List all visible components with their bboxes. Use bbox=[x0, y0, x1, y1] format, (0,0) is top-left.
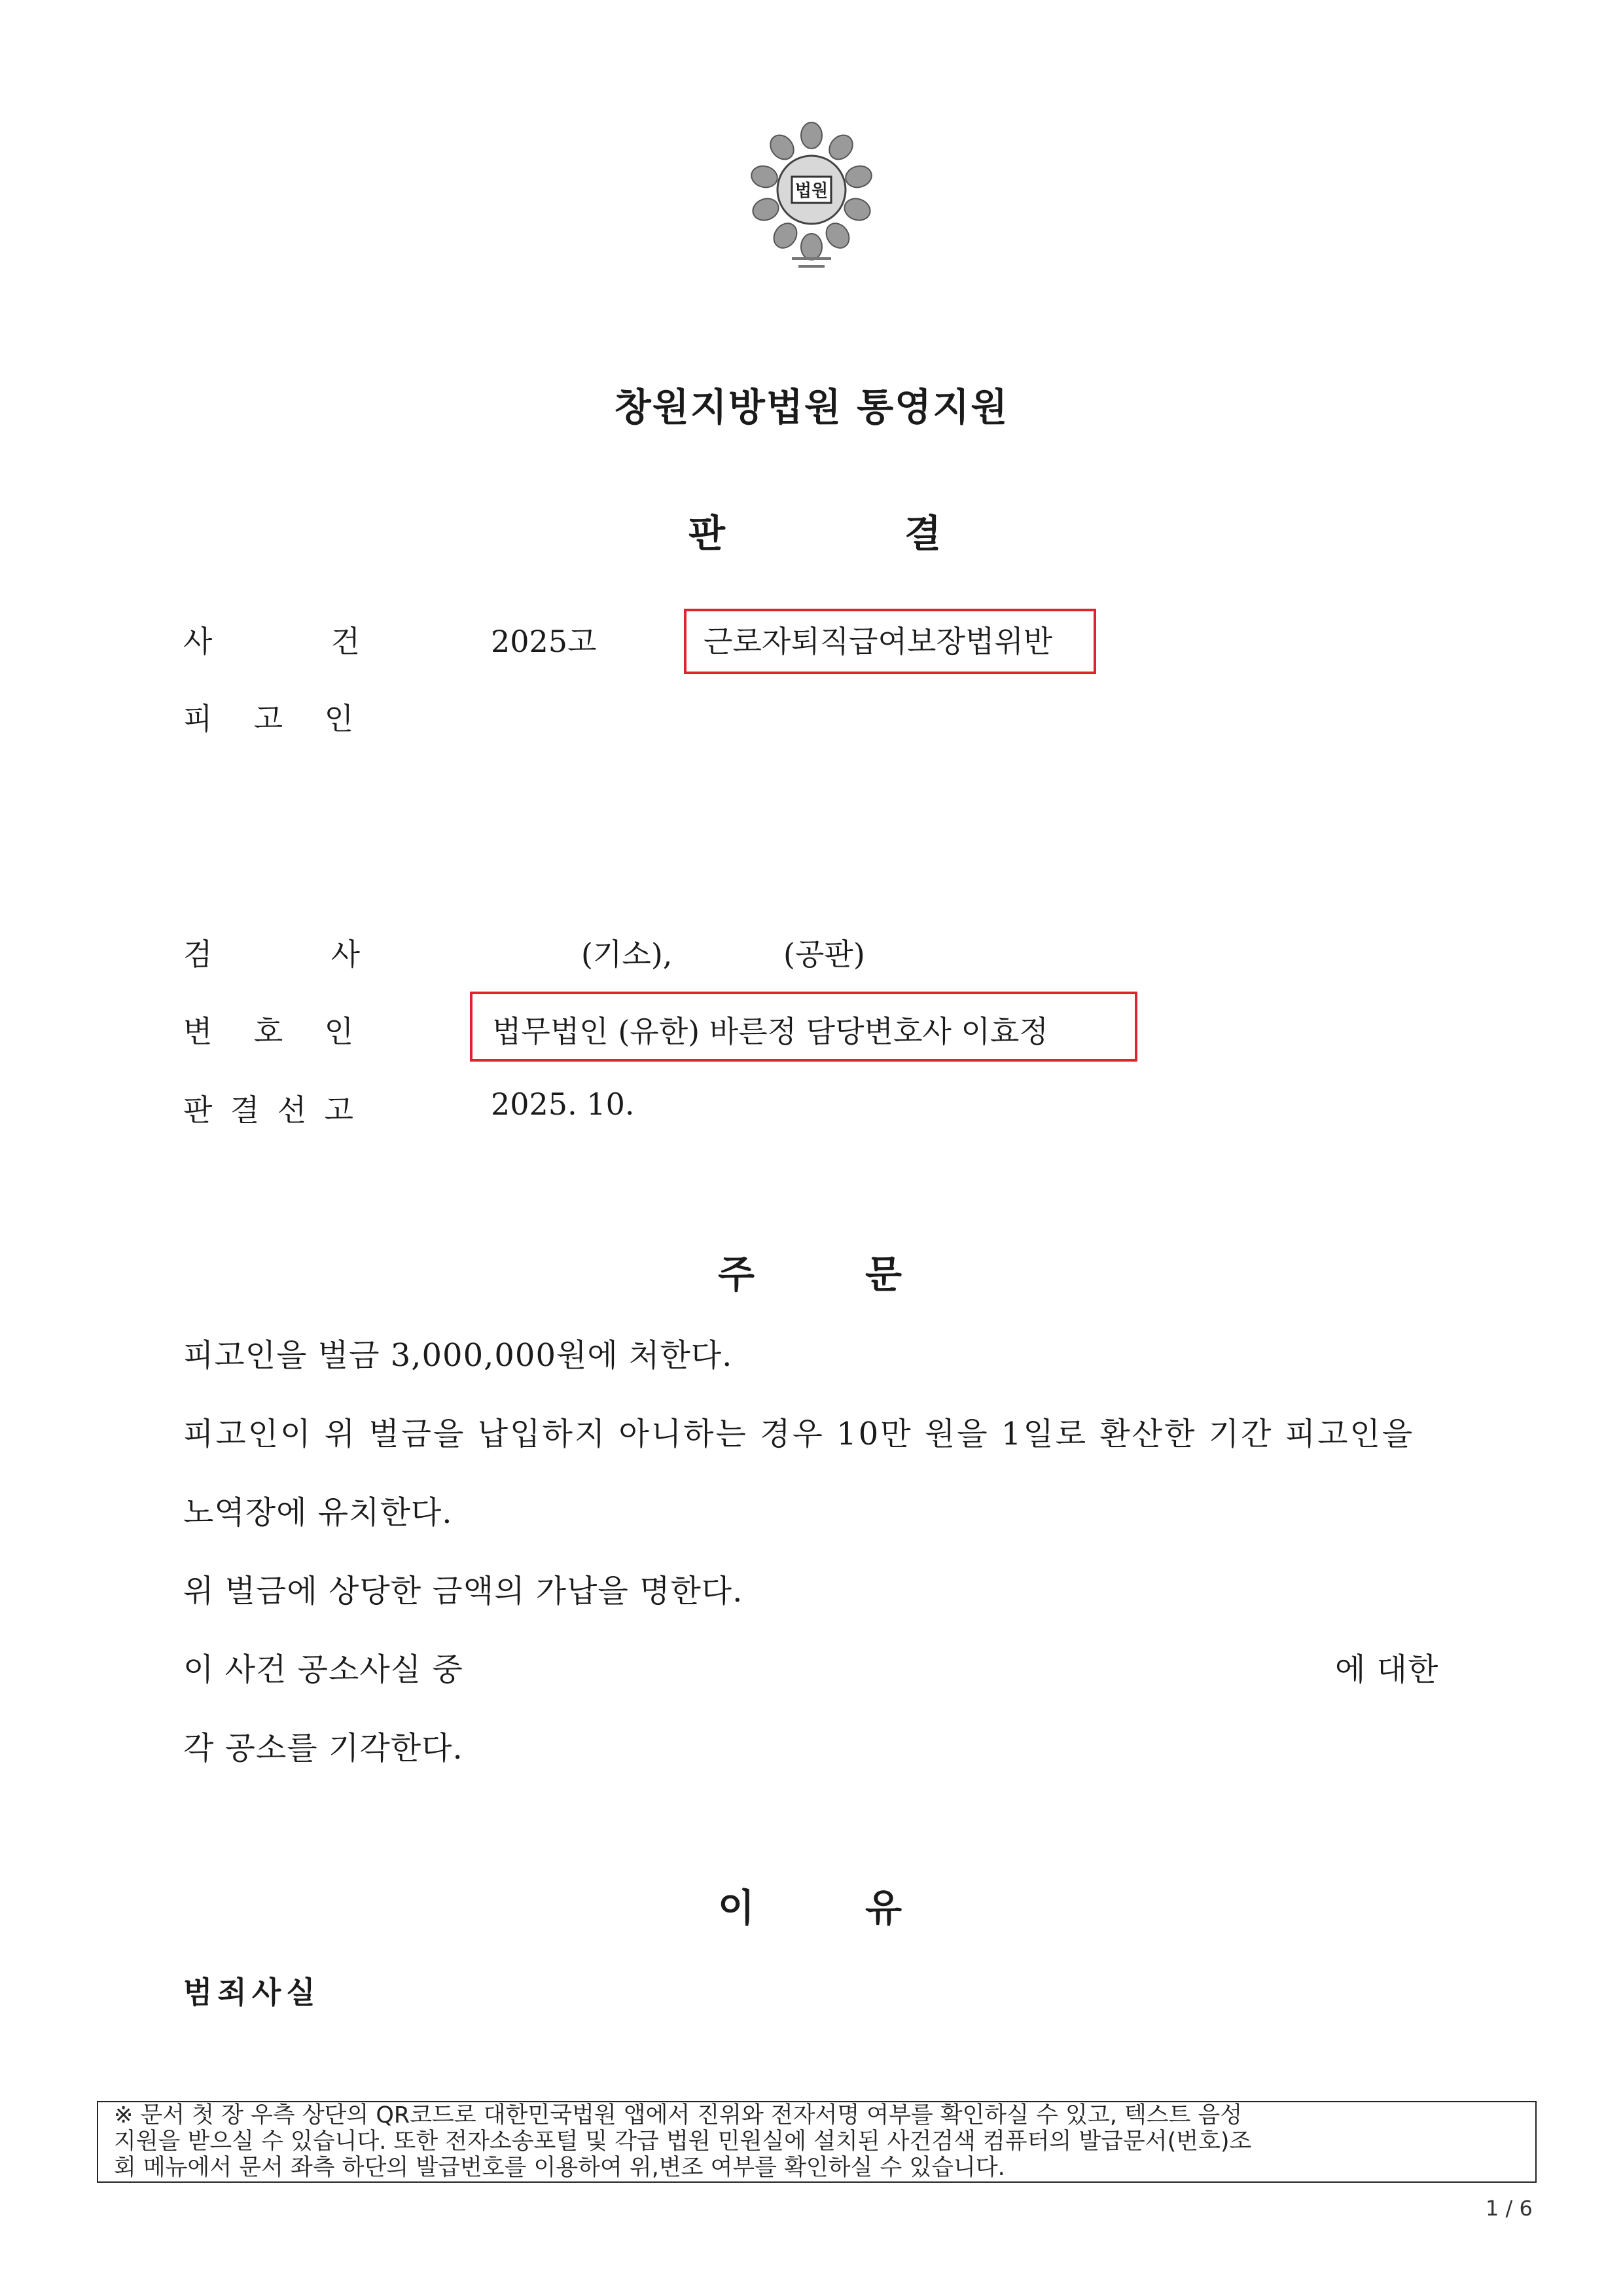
ruling-line-1: 피고인을 벌금 3,000,000원에 처한다. bbox=[183, 1337, 733, 1374]
notice-line-2: 지원을 받으실 수 있습니다. 또한 전자소송포털 및 각급 법원 민원실에 설치된 사건검색 컴퓨터의 발급문서(번호)조 bbox=[114, 2128, 1252, 2155]
court-seal-emblem bbox=[746, 121, 877, 272]
ruling-line-5-tail: 에 대한 bbox=[1335, 1651, 1439, 1688]
court-name: 창원지방법원 통영지원 bbox=[614, 385, 1009, 429]
seal-text: 법원 bbox=[794, 181, 829, 201]
ruling-line-4: 위 벌금에 상당한 금액의 가납을 명한다. bbox=[183, 1573, 743, 1609]
criminal-facts-heading: 범죄사실 bbox=[183, 1975, 321, 2010]
ruling-line-6: 각 공소를 기각한다. bbox=[183, 1730, 463, 1767]
attorney-label: 변 호 인 bbox=[183, 1014, 353, 1049]
reason-title-char-1: 이 bbox=[718, 1886, 755, 1930]
verification-notice-box bbox=[97, 2101, 1537, 2183]
notice-line-3: 회 메뉴에서 문서 좌측 하단의 발급번호를 이용하여 위,변조 여부를 확인하실 수 있습니다. bbox=[114, 2155, 1005, 2181]
doc-title-char-1: 판 bbox=[688, 511, 726, 556]
prosecutor-trial: (공판) bbox=[783, 937, 865, 972]
case-name: 근로자퇴직급여보장법위반 bbox=[704, 624, 1053, 659]
ruling-title-char-2: 문 bbox=[865, 1252, 902, 1297]
reason-title-char-2: 유 bbox=[865, 1886, 902, 1930]
case-number: 2025고 bbox=[491, 624, 597, 659]
page-number: 1 / 6 bbox=[1486, 2196, 1533, 2221]
verdict-date-label: 판 결 선 고 bbox=[183, 1092, 353, 1128]
ruling-line-3: 노역장에 유치한다. bbox=[183, 1494, 453, 1531]
prosecutor-prosecution: (기소), bbox=[581, 937, 673, 972]
doc-title-char-2: 결 bbox=[904, 511, 942, 556]
ruling-title-char-1: 주 bbox=[718, 1252, 755, 1297]
ruling-line-5: 이 사건 공소사실 중 bbox=[183, 1651, 463, 1688]
notice-line-1: ※ 문서 첫 장 우측 상단의 QR코드로 대한민국법원 앱에서 진위와 전자서명 여부를 확인하실 수 있고, 텍스트 음성 bbox=[114, 2102, 1243, 2128]
attorney-name: 법무법인 (유한) 바른정 담당변호사 이효정 bbox=[492, 1014, 1048, 1049]
defendant-label: 피 고 인 bbox=[183, 701, 353, 736]
verdict-date: 2025. 10. bbox=[491, 1086, 635, 1122]
case-label: 사 건 bbox=[183, 624, 360, 659]
ruling-line-2: 피고인이 위 벌금을 납입하지 아니하는 경우 10만 원을 1일로 환산한 기간 피고인을 bbox=[183, 1416, 1415, 1452]
prosecutor-label: 검 사 bbox=[183, 937, 360, 972]
